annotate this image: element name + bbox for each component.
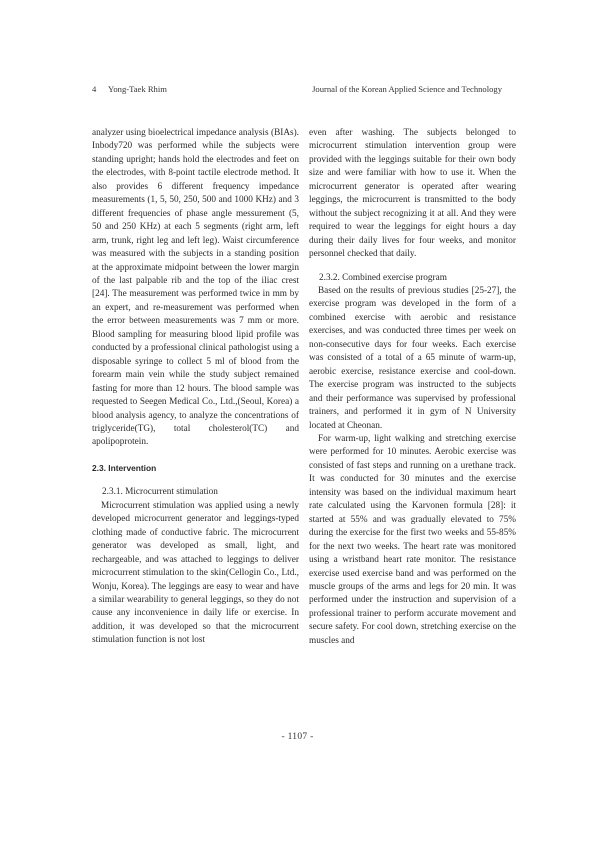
header-journal-title: Journal of the Korean Applied Science and Technology <box>312 84 502 94</box>
running-header <box>92 84 502 98</box>
subsection-heading: 2.3.1. Microcurrent stimulation <box>102 487 218 498</box>
right-column <box>309 127 516 648</box>
body-paragraph: even after washing. The subjects belonged to microcurrent stimulation intervention group were provided with the leggings suitable for their own body size and were familiar with how to use it. When the microcurrent generator is operated after wearing leggings, the microcurrent is transmitted to the body without the subject recognizing it at all. And they were required to wear the leggings for eight hours a day during their daily lives for four weeks, and monitor personnel checked that daily. <box>309 128 516 260</box>
body-paragraph: Microcurrent stimulation was applied using a newly developed microcurrent generator and leggings-typed clothing made of conductive fabric. The microcurrent generator was developed as small, light, and rechargeable, and was attached to leggings to deliver microcurrent stimulation to the skin(Cellogin Co., Ltd., Wonju, Korea). The leggings are easy to wear and have a similar wearability to general leggings, so they do not cause any inconvenience in daily life or exercise. In addition, it was developed so that the microcurrent stimulation function is not lost <box>92 500 299 646</box>
body-paragraph: analyzer using bioelectrical impedance analysis (BIAs). Inbody720 was performed while the subjects were standing upright; hands hold the electrodes and feet on the electrodes, with 8-point tactile electrode method. It also provides 6 different frequency impedance measurements (1, 5, 50, 250, 500 and 1000 KHz) and 3 different frequencies of phase angle messurement (5, 50 and 250 KHz) at each 5 segments (right arm, left arm, trunk, right leg and left leg). Waist circumference was measured with the subjects in a standing position at the approximate midpoint between the lower margin of the last palpable rib and the top of the iliac crest [24]. The measurement was performed twice in mm by an expert, and re-measurement was performed when the error between measurements was 7 mm or more. Blood sampling for measuring blood lipid profile was conducted by a professional clinical pathologist using a disposable syringe to collect 5 ml of blood from the forearm main vein while the study subject remained fasting for more than 12 hours. The blood sample was requested to Seegen Medical Co., Ltd.,(Seoul, Korea) a blood analysis agency, to analyze the concentrations of triglyceride(TG), total cholesterol(TC) and apolipoprotein. <box>92 128 299 448</box>
page-folio: - 1107 - <box>281 732 314 742</box>
header-author: Yong-Taek Rhim <box>108 84 167 94</box>
header-page-number: 4 <box>92 84 97 94</box>
left-column <box>92 127 299 648</box>
body-paragraph: For warm-up, light walking and stretching exercise were performed for 10 minutes. Aerobic exercise was consisted of fast steps and running on a urethane track. It was conducted for 30 minutes and the exercise intensity was based on the individual maximum heart rate calculated using the Karvonen formula [28]: it started at 55% and was gradually elevated to 75% during the exercise for the first two weeks and 55-85% for the next two weeks. The heart rate was monitored using a wristband heart rate monitor. The resistance exercise used exercise band and was performed on the muscle groups of the arms and legs for 20 min. It was performed under the instruction and supervision of a professional trainer to perform accurate movement and secure safety. For cool down, stretching exercise on the muscles and <box>309 433 516 646</box>
section-heading: 2.3. Intervention <box>92 462 157 473</box>
subsection-heading: 2.3.2. Combined exercise program <box>319 272 447 283</box>
body-paragraph: Based on the results of previous studies [25-27], the exercise program was developed in the form of a combined exercise with aerobic and resistance exercises, and was conducted three times per week on non-consecutive days for four weeks. Each exercise was consisted of a total of a 65 minute of warm-up, aerobic exercise, resistance exercise and cool-down. The exercise program was instructed to the subjects and their performance was supervised by professional trainers, and performed it in gym of N University located at Cheonan. <box>309 285 516 431</box>
